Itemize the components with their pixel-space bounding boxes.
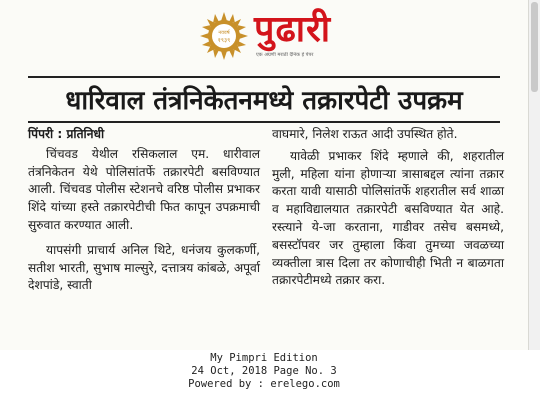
paragraph: यापसंगी प्राचार्य अनिल थिटे, धनंजय कुलकर्णी, सतीश भारती, सुभाष माल्सुरे, दत्तात्रय कांबळे, अपूर्वा देशपांडे, स्वाती bbox=[28, 242, 260, 293]
powered-by: Powered by : erelego.com bbox=[188, 378, 340, 390]
edition-date-page: 24 Oct, 2018 Page No. 3 bbox=[191, 365, 337, 377]
headline-bottom-rule bbox=[28, 121, 500, 123]
edition-name: My Pimpri Edition bbox=[210, 352, 318, 364]
paragraph: वाघमारे, निलेश राऊत आदी उपस्थित होते. bbox=[272, 127, 458, 141]
newspaper-brand-name: पुढारी bbox=[254, 9, 332, 50]
paragraph: यावेळी प्रभाकर शिंदे म्हणाले की, शहरातील मुली, महिला यांना होणाऱ्या त्रासाबद्दल त्यांना तक्रार करता यावी यासाठी पोलिसांतर्फे शहरातील सर्व शाळा व महाविद्यालयात तक्रारपेटी बसविण्यात येत आहे. रस्त्याने ये-जा करताना, गाडीवर तसेच बसमध्ये, बसस्टॉपवर जर तुम्हाला किंवा तुमच्या जवळच्या व्यक्तीला त्रास दिला तर कोणाचीही भिती न बाळगता तक्रारपेटीमध्ये तक्रार करा. bbox=[272, 148, 504, 288]
edition-footer bbox=[0, 352, 528, 391]
sun-emblem-icon bbox=[200, 12, 248, 60]
article-column-right bbox=[272, 126, 504, 290]
scrollbar-thumb[interactable] bbox=[531, 2, 538, 92]
masthead bbox=[200, 8, 400, 64]
logo-text: नववर्ष bbox=[218, 30, 230, 36]
brand-tagline: एक अग्रणी मराठी दैनिक ई पेपर bbox=[256, 52, 314, 58]
paragraph: चिंचवड येथील रसिकलाल एम. धारीवाल तंत्रनिकेतन येथे पोलिसांतर्फे तक्रारपेटी बसविण्यात आली. चिंचवड पोलीस स्टेशनचे वरिष्ठ पोलीस प्रभाकर शिंदे यांच्या हस्ते तक्रारपेटीची फित कापून उपक्रमाची सुरुवात करण्यात आली. bbox=[28, 146, 260, 232]
article-column-left bbox=[28, 126, 260, 295]
headline-top-rule bbox=[28, 76, 500, 78]
dateline: पिंपरी : प्रतिनिधी bbox=[28, 127, 105, 141]
article-headline: धारिवाल तंत्रनिकेतनमध्ये तक्रारपेटी उपक्रम bbox=[65, 86, 463, 116]
logo-year: १९३९ bbox=[217, 37, 231, 44]
